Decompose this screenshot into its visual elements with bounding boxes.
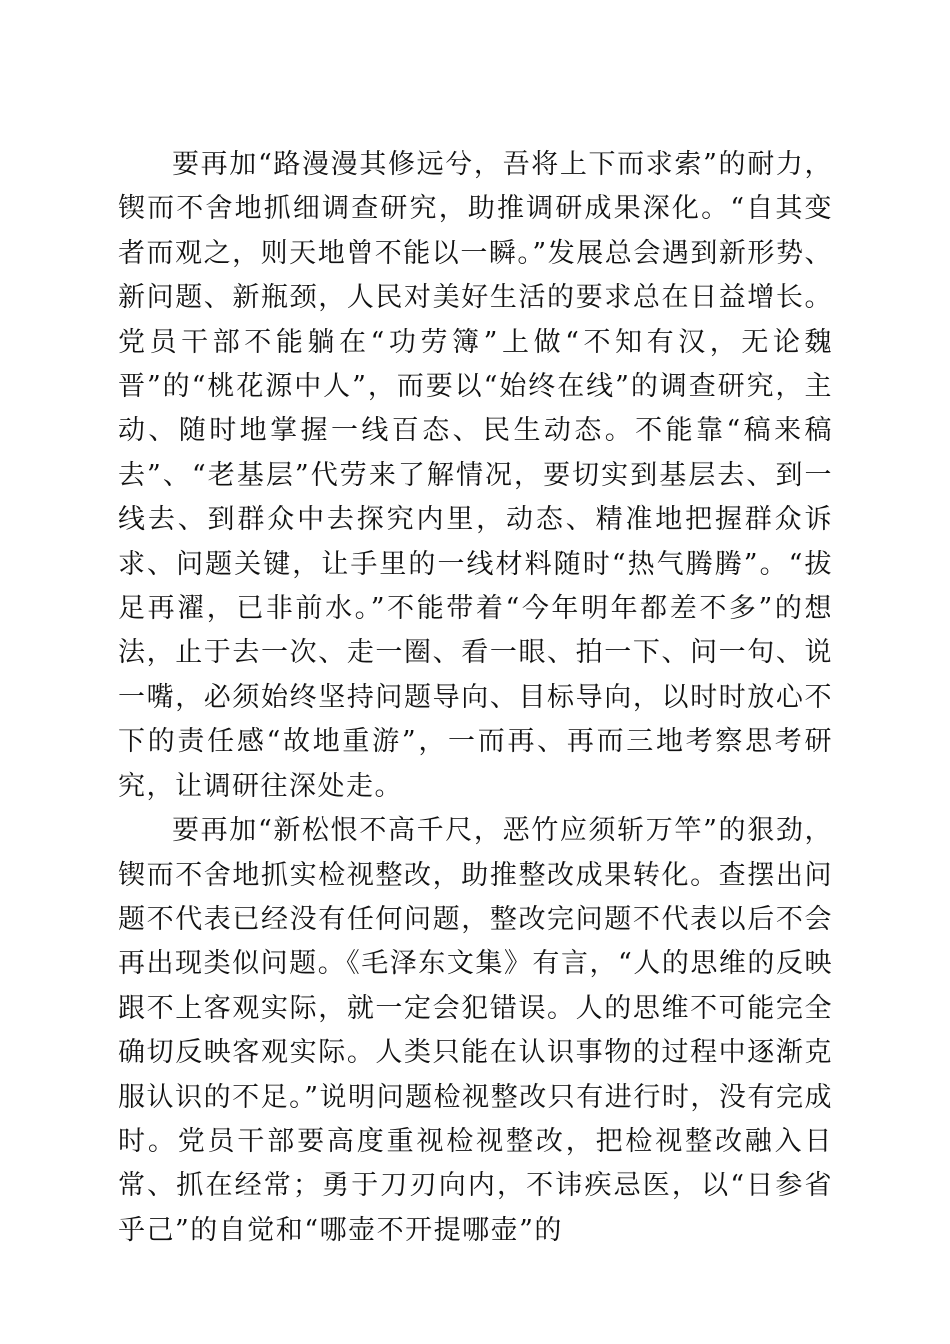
document-body	[118, 143, 833, 1253]
paragraph-rectification: 要再加“新松恨不高千尺，恶竹应须斩万竿”的狠劲，锲而不舍地抓实检视整改，助推整改成果转化。查摆出问题不代表已经没有任何问题，整改完问题不代表以后不会再出现类似问题。《毛泽东文集》有言，“人的思维的反映跟不上客观实际，就一定会犯错误。人的思维不可能完全确切反映客观实际。人类只能在认识事物的过程中逐渐克服认识的不足。”说明问题检视整改只有进行时，没有完成时。党员干部要高度重视检视整改，把检视整改融入日常、抓在经常；勇于刀刃向内，不讳疾忌医，以“日参省乎己”的自觉和“哪壶不开提哪壶”的	[118, 815, 833, 1246]
paragraph-research: 要再加“路漫漫其修远兮，吾将上下而求索”的耐力，锲而不舍地抓细调查研究，助推调研成果深化。“自其变者而观之，则天地曾不能以一瞬。”发展总会遇到新形势、新问题、新瓶颈，人民对美好生活的要求总在日益增长。党员干部不能躺在“功劳簿”上做“不知有汉，无论魏晋”的“桃花源中人”，而要以“始终在线”的调查研究，主动、随时地掌握一线百态、民生动态。不能靠“稿来稿去”、“老基层”代劳来了解情况，要切实到基层去、到一线去、到群众中去探究内里，动态、精准地把握群众诉求、问题关键，让手里的一线材料随时“热气腾腾”。“拔足再濯，已非前水。”不能带着“今年明年都差不多”的想法，止于去一次、走一圈、看一眼、拍一下、问一句、说一嘴，必须始终坚持问题导向、目标导向，以时时放心不下的责任感“故地重游”，一而再、再而三地考察思考研究，让调研往深处走。	[118, 149, 833, 802]
